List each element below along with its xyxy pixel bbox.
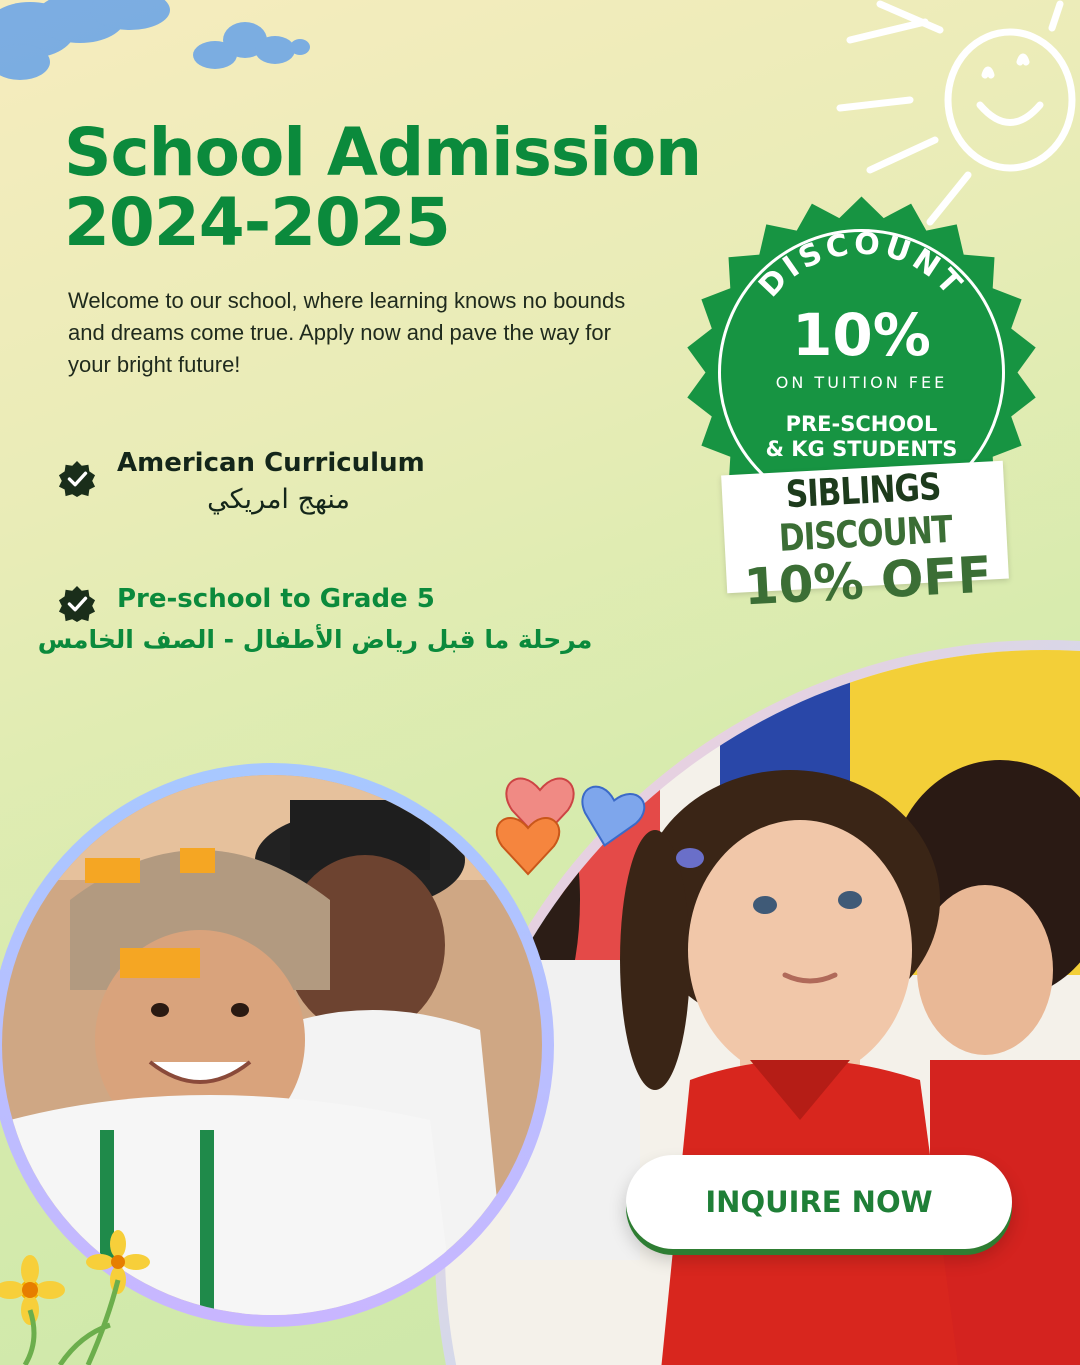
students-photo-collage bbox=[0, 640, 1080, 1365]
badge-arc-text: DISCOUNT bbox=[752, 226, 971, 305]
siblings-off: 10% OFF bbox=[742, 545, 994, 617]
feature-curriculum-arabic: منهج امريكي bbox=[207, 484, 350, 515]
intro-text: Welcome to our school, where learning knows no bounds and dreams come true. Apply now and pave the way for your bright future! bbox=[68, 288, 626, 377]
badge-audience-line-2: & KG STUDENTS bbox=[765, 437, 958, 461]
check-badge-icon bbox=[58, 460, 96, 498]
feature-curriculum: American Curriculum bbox=[117, 448, 425, 478]
badge-percent: 10% bbox=[792, 301, 931, 369]
check-badge-icon bbox=[58, 585, 96, 623]
siblings-discount-sticker bbox=[721, 461, 1009, 617]
feature-grades: Pre-school to Grade 5 bbox=[117, 584, 435, 614]
cloud-icon bbox=[0, 0, 320, 100]
siblings-word: SIBLINGS bbox=[784, 465, 942, 517]
siblings-heading bbox=[721, 453, 1008, 564]
feature-grades-arabic: مرحلة ما قبل رياض الأطفال - الصف الخامس bbox=[37, 625, 593, 654]
inquire-now-button[interactable]: INQUIRE NOW bbox=[626, 1155, 1012, 1249]
badge-audience-line-1: PRE-SCHOOL bbox=[785, 412, 938, 436]
title-line-1: School Admission bbox=[64, 114, 702, 191]
title-line-2: 2024-2025 bbox=[64, 184, 450, 261]
discount-word: DISCOUNT bbox=[777, 508, 953, 561]
page-title bbox=[64, 114, 702, 261]
badge-fee-label: ON TUITION FEE bbox=[775, 373, 948, 392]
